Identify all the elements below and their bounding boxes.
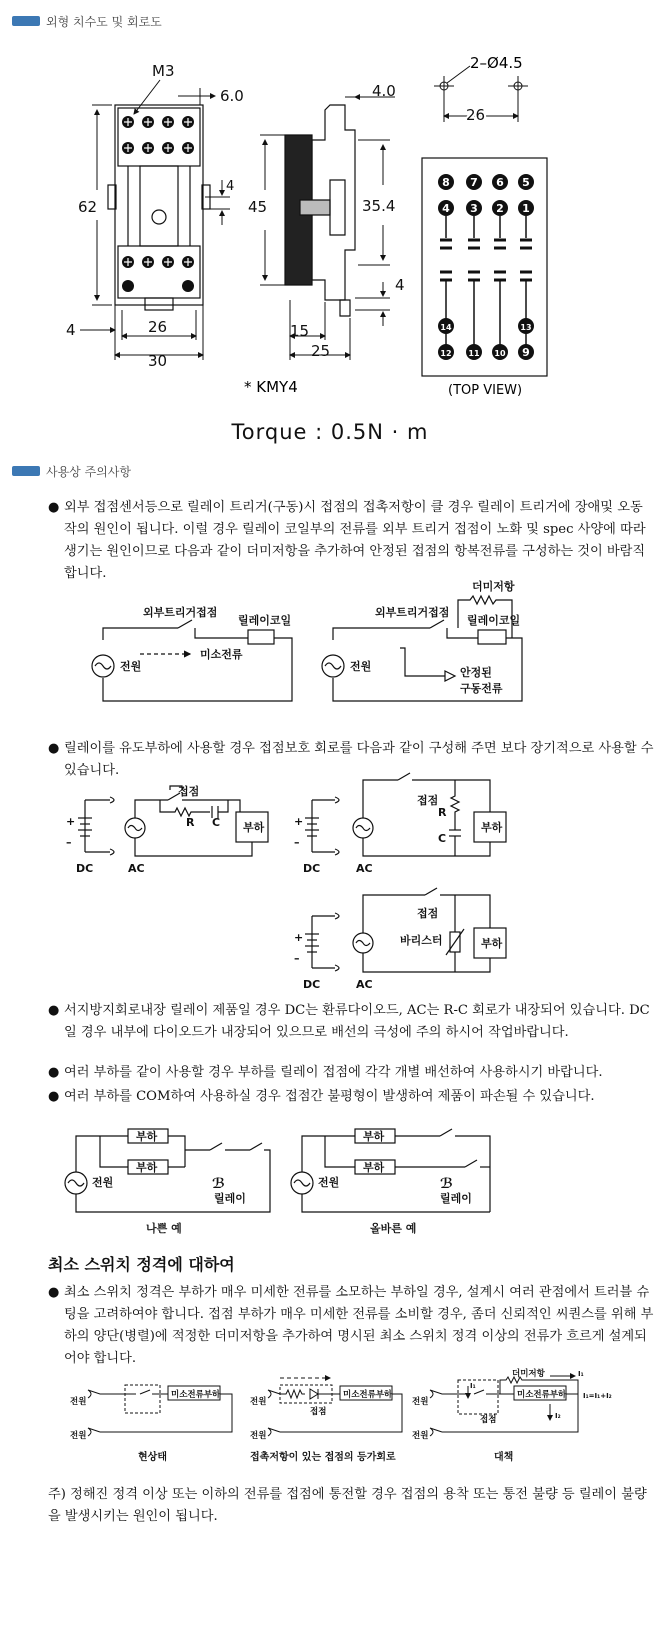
section-header-caution bbox=[12, 462, 131, 480]
pin-8-label: 8 bbox=[442, 176, 450, 189]
svg-text:릴레이코일: 릴레이코일 bbox=[467, 614, 521, 627]
multi-load-wiring-diagram bbox=[0, 1125, 660, 1235]
svg-text:35.4: 35.4 bbox=[362, 197, 396, 215]
pin-13-label: 13 bbox=[520, 323, 532, 332]
bullet-icon: ● bbox=[48, 1065, 60, 1080]
pin-10-label: 10 bbox=[494, 349, 506, 358]
svg-text:외부트리거접점: 외부트리거접점 bbox=[375, 606, 450, 619]
svg-text:릴레이: 릴레이 bbox=[440, 1192, 472, 1205]
pin-12-label: 12 bbox=[440, 349, 452, 358]
svg-text:부하: 부하 bbox=[363, 1161, 385, 1174]
svg-text:구동전류: 구동전류 bbox=[460, 682, 503, 695]
svg-text:62: 62 bbox=[78, 198, 98, 216]
torque-spec: Torque : 0.5N · m bbox=[231, 420, 429, 444]
svg-text:릴레이: 릴레이 bbox=[214, 1192, 246, 1205]
svg-text:I₁: I₁ bbox=[578, 1370, 584, 1378]
note-3: 서지방지회로내장 릴레이 제품일 경우 DC는 환류다이오드, AC는 R-C 회로가 내장되어 있습니다. DC일 경우 내부에 다이오드가 내장되어 있으므로 배선의 극성에 주의 하시어 작업바랍니다. bbox=[64, 1003, 650, 1040]
svg-text:전원: 전원 bbox=[70, 1397, 87, 1407]
svg-text:미소전류: 미소전류 bbox=[200, 648, 243, 661]
svg-text:더미저항: 더미저항 bbox=[512, 1369, 545, 1379]
svg-text:접점: 접점 bbox=[310, 1407, 327, 1417]
bullet-icon: ● bbox=[48, 1285, 60, 1300]
note-6: 최소 스위치 정격은 부하가 매우 미세한 전류를 소모하는 부하일 경우, 설계시 여러 관점에서 트러블 슈팅을 고려하여야 합니다. 접점 부하가 매우 미세한 전류를 소비할 경우, 좀더 신뢰적인 씨퀀스를 위해 부하의 양단(병렬)에 적정한 더미저항을 추가하여 명시된 최소 스위치 정격 이상의 전류가 흐르게 설계되어야 합니다. bbox=[64, 1285, 654, 1366]
svg-text:I₂: I₂ bbox=[555, 1412, 561, 1420]
svg-text:* KMY4: * KMY4 bbox=[244, 378, 298, 396]
svg-text:부하: 부하 bbox=[243, 821, 265, 834]
svg-text:전원: 전원 bbox=[350, 660, 372, 673]
svg-text:15: 15 bbox=[290, 322, 310, 340]
svg-text:DC: DC bbox=[303, 978, 321, 991]
bullet-icon: ● bbox=[48, 500, 60, 515]
svg-text:대책: 대책 bbox=[494, 1452, 514, 1463]
svg-text:전원: 전원 bbox=[412, 1431, 429, 1441]
svg-text:전원: 전원 bbox=[412, 1397, 429, 1407]
contact-protection-diagram bbox=[0, 780, 660, 1000]
svg-text:+: + bbox=[66, 815, 76, 828]
front-view bbox=[108, 105, 210, 310]
note-5: 여러 부하를 COM하여 사용하실 경우 접점간 불평형이 발생하여 제품이 파손될 수 있습니다. bbox=[64, 1089, 595, 1104]
svg-text:AC: AC bbox=[356, 862, 373, 875]
top-view-schematic bbox=[422, 158, 547, 376]
svg-text:C: C bbox=[212, 816, 221, 829]
trigger-circuit-diagram bbox=[0, 575, 660, 705]
note-4: 여러 부하를 같이 사용할 경우 부하를 릴레이 접점에 각각 개별 배선하여 사용하시기 바랍니다. bbox=[64, 1065, 603, 1080]
pin-9-label: 9 bbox=[522, 346, 530, 359]
bullet-icon: ● bbox=[48, 1003, 60, 1018]
section-marker-icon bbox=[12, 466, 40, 476]
svg-text:접점: 접점 bbox=[480, 1415, 497, 1425]
svg-text:안정된: 안정된 bbox=[460, 666, 492, 679]
svg-text:4: 4 bbox=[66, 321, 76, 339]
svg-text:전원: 전원 bbox=[92, 1176, 114, 1189]
svg-text:부하: 부하 bbox=[481, 821, 503, 834]
svg-text:전원: 전원 bbox=[318, 1176, 340, 1189]
svg-text:AC: AC bbox=[356, 978, 373, 991]
svg-text:바리스터: 바리스터 bbox=[400, 934, 443, 947]
svg-text:전원: 전원 bbox=[70, 1431, 87, 1441]
svg-text:DC: DC bbox=[303, 862, 321, 875]
side-view bbox=[285, 105, 355, 316]
svg-text:외부트리거접점: 외부트리거접점 bbox=[143, 606, 218, 619]
svg-text:4: 4 bbox=[226, 179, 235, 194]
svg-text:2–Ø4.5: 2–Ø4.5 bbox=[470, 54, 523, 72]
svg-text:현상태: 현상태 bbox=[138, 1452, 167, 1463]
bullet-icon: ● bbox=[48, 1089, 60, 1104]
pin-3-label: 3 bbox=[470, 202, 478, 215]
svg-text:45: 45 bbox=[248, 198, 268, 216]
footnote: 주) 정해진 정격 이상 또는 이하의 전류를 접점에 통전할 경우 접점의 용착 또는 통전 불량 등 릴레이 불량을 발생시키는 원인이 됩니다. bbox=[48, 1487, 647, 1524]
pin-4-label: 4 bbox=[442, 202, 450, 215]
svg-text:부하: 부하 bbox=[481, 937, 503, 950]
svg-text:나쁜 예: 나쁜 예 bbox=[146, 1222, 182, 1235]
svg-text:–: – bbox=[66, 836, 72, 849]
svg-text:I₁=I₁+I₂: I₁=I₁+I₂ bbox=[583, 1392, 612, 1400]
svg-text:+: + bbox=[294, 931, 304, 944]
section-header-dimensions bbox=[12, 12, 162, 30]
svg-text:접점: 접점 bbox=[417, 794, 439, 807]
svg-text:올바른 예: 올바른 예 bbox=[370, 1222, 417, 1235]
svg-text:DC: DC bbox=[76, 862, 94, 875]
svg-text:ℬ: ℬ bbox=[212, 1176, 225, 1192]
svg-text:26: 26 bbox=[148, 318, 168, 336]
pin-5-label: 5 bbox=[522, 176, 530, 189]
pin-2-label: 2 bbox=[496, 202, 504, 215]
svg-text:26: 26 bbox=[466, 106, 486, 124]
svg-text:30: 30 bbox=[148, 352, 168, 370]
svg-text:ℬ: ℬ bbox=[440, 1176, 453, 1192]
min-switch-diagram bbox=[0, 1370, 660, 1480]
svg-text:미소전류부하: 미소전류부하 bbox=[171, 1390, 221, 1400]
svg-text:+: + bbox=[294, 815, 304, 828]
svg-text:접점: 접점 bbox=[417, 907, 439, 920]
note-1: 외부 접점센서등으로 릴레이 트리거(구동)시 접점의 접촉저항이 클 경우 릴레이 트리거에 장애및 오동작의 원인이 됩니다. 이럴 경우 릴레이 코일부의 전류를 외부 트리거 접점이 노화 및 spec 사양에 따라 생기는 원인이므로 다음과 같이 더미저항을 추가하여 안정된 접점의 항복전류를 구성하는 것이 바람직합니다. bbox=[64, 500, 646, 581]
svg-text:릴레이코일: 릴레이코일 bbox=[238, 614, 292, 627]
svg-text:4.0: 4.0 bbox=[372, 82, 396, 100]
svg-text:–: – bbox=[294, 952, 300, 965]
section-title: 사용상 주의사항 bbox=[46, 464, 131, 479]
svg-text:4: 4 bbox=[395, 276, 405, 294]
pin-6-label: 6 bbox=[496, 176, 504, 189]
svg-text:미소전류부하: 미소전류부하 bbox=[517, 1390, 567, 1400]
dimension-drawing bbox=[0, 40, 660, 460]
front-view-screws bbox=[122, 116, 194, 292]
min-switch-title: 최소 스위치 정격에 대하여 bbox=[48, 1255, 235, 1274]
svg-text:6.0: 6.0 bbox=[220, 87, 244, 105]
svg-text:전원: 전원 bbox=[250, 1397, 267, 1407]
svg-text:접촉저항이 있는 접점의 등가회로: 접촉저항이 있는 접점의 등가회로 bbox=[250, 1452, 396, 1463]
svg-text:I₁: I₁ bbox=[470, 1382, 476, 1390]
svg-text:R: R bbox=[438, 806, 447, 819]
note-2: 릴레이를 유도부하에 사용할 경우 접점보호 회로를 다음과 같이 구성해 주면 보다 장기적으로 사용할 수 있습니다. bbox=[64, 741, 654, 778]
svg-text:접점: 접점 bbox=[178, 785, 200, 798]
pin-14-label: 14 bbox=[440, 323, 452, 332]
svg-text:미소전류부하: 미소전류부하 bbox=[343, 1390, 393, 1400]
svg-text:부하: 부하 bbox=[363, 1130, 385, 1143]
top-view-pins bbox=[438, 174, 534, 360]
svg-text:M3: M3 bbox=[152, 62, 175, 80]
svg-text:AC: AC bbox=[128, 862, 145, 875]
bullet-icon: ● bbox=[48, 741, 60, 756]
svg-text:더미저항: 더미저항 bbox=[472, 580, 515, 593]
svg-text:–: – bbox=[294, 836, 300, 849]
svg-text:부하: 부하 bbox=[136, 1130, 158, 1143]
svg-text:(TOP VIEW): (TOP VIEW) bbox=[448, 383, 523, 398]
svg-text:R: R bbox=[186, 816, 195, 829]
pin-7-label: 7 bbox=[470, 176, 478, 189]
svg-text:부하: 부하 bbox=[136, 1161, 158, 1174]
pin-11-label: 11 bbox=[468, 349, 480, 358]
pin-1-label: 1 bbox=[522, 202, 530, 215]
svg-text:C: C bbox=[438, 832, 447, 845]
svg-text:전원: 전원 bbox=[120, 660, 142, 673]
svg-text:전원: 전원 bbox=[250, 1431, 267, 1441]
section-marker-icon bbox=[12, 16, 40, 26]
svg-text:25: 25 bbox=[311, 342, 331, 360]
section-title: 외형 치수도 및 회로도 bbox=[46, 14, 162, 29]
